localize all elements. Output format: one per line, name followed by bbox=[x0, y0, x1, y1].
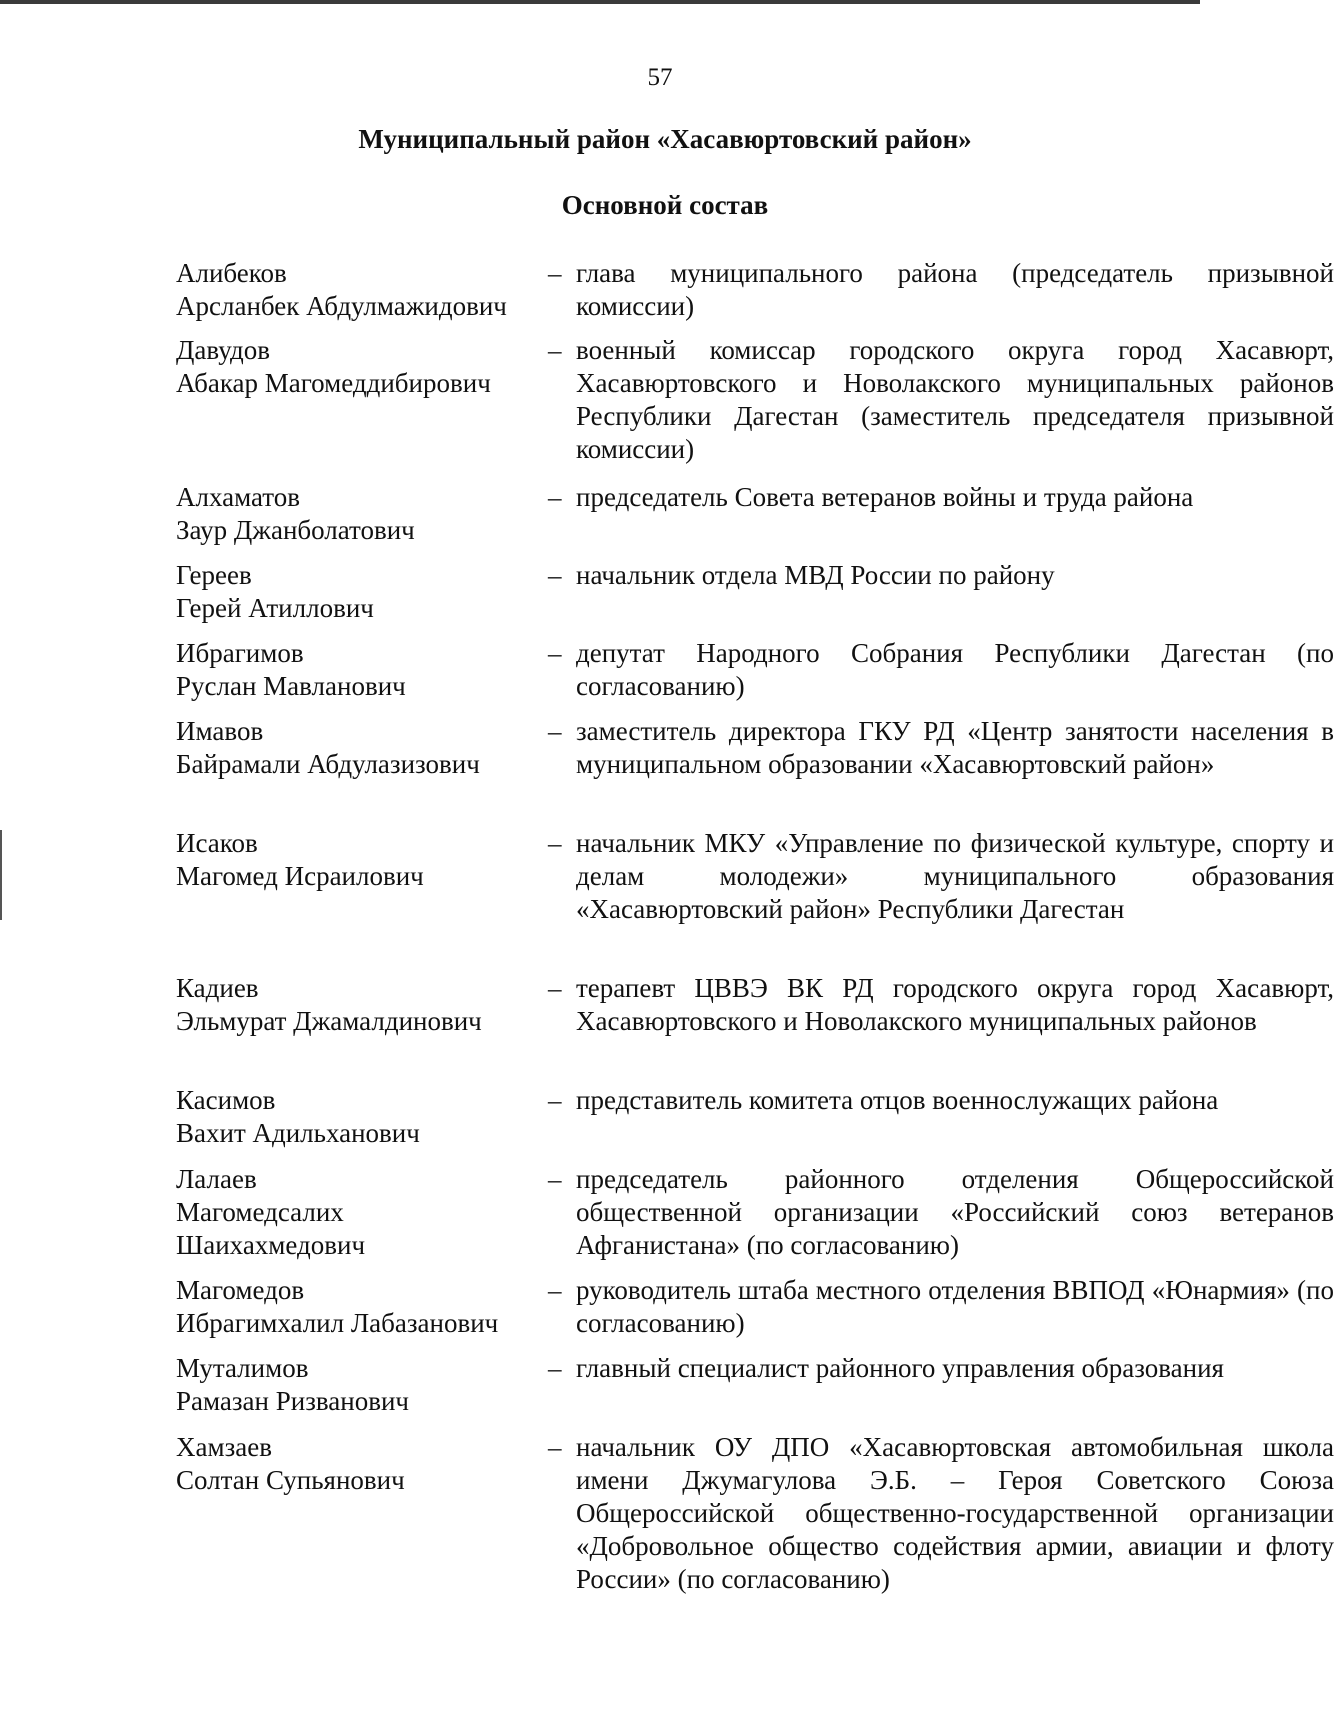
member-role: начальник отдела МВД России по району bbox=[576, 560, 1055, 590]
member-name: Исаков Магомед Исраилович bbox=[176, 828, 424, 891]
member-role: председатель районного отделения Общероссийской общественной организации «Российский союз ветеранов Афганистана» (по согласованию) bbox=[576, 1164, 1334, 1260]
member-role: начальник ОУ ДПО «Хасавюртовская автомобильная школа имени Джумагулова Э.Б. – Героя Советского Союза Общероссийской общественно-государственной организации «Добровольное общество содействия армии, авиации и флоту России» (по согласованию) bbox=[576, 1432, 1334, 1594]
member-role: депутат Народного Собрания Республики Дагестан (по согласованию) bbox=[576, 638, 1334, 701]
scan-edge-mark bbox=[0, 830, 2, 920]
member-role: начальник МКУ «Управление по физической культуре, спорту и делам молодежи» муниципального образования «Хасавюртовский район» Республики Дагестан bbox=[576, 828, 1334, 924]
member-role: заместитель директора ГКУ РД «Центр занятости населения в муниципальном образовании «Хасавюртовский район» bbox=[576, 716, 1334, 779]
member-role: представитель комитета отцов военнослужащих района bbox=[576, 1085, 1219, 1115]
dash-separator: – bbox=[548, 335, 562, 365]
dash-separator: – bbox=[548, 1432, 562, 1462]
member-role: терапевт ЦВВЭ ВК РД городского округа город Хасавюрт, Хасавюртовского и Новолакского муниципальных районов bbox=[576, 973, 1334, 1036]
dash-separator: – bbox=[548, 482, 562, 512]
member-name: Имавов Байрамали Абдулазизович bbox=[176, 716, 480, 779]
member-name: Алхаматов Заур Джанболатович bbox=[176, 482, 415, 545]
member-name: Хамзаев Солтан Супьянович bbox=[176, 1432, 405, 1495]
section-title: Основной состав bbox=[561, 190, 769, 220]
dash-separator: – bbox=[548, 638, 562, 668]
scan-top-border bbox=[0, 0, 1200, 4]
member-name: Гереев Герей Атиллович bbox=[176, 560, 374, 623]
dash-separator: – bbox=[548, 828, 562, 858]
member-name: Магомедов Ибрагимхалил Лабазанович bbox=[176, 1275, 499, 1338]
dash-separator: – bbox=[548, 258, 562, 288]
dash-separator: – bbox=[548, 716, 562, 746]
member-role: глава муниципального района (председатель призывной комиссии) bbox=[576, 258, 1334, 321]
page-number: 57 bbox=[647, 64, 673, 91]
member-name: Кадиев Эльмурат Джамалдинович bbox=[176, 973, 482, 1036]
member-role: главный специалист районного управления образования bbox=[576, 1353, 1224, 1383]
dash-separator: – bbox=[548, 1353, 562, 1383]
member-name: Алибеков Арсланбек Абдулмажидович bbox=[176, 258, 507, 321]
member-role: руководитель штаба местного отделения ВВПОД «Юнармия» (по согласованию) bbox=[576, 1275, 1334, 1338]
member-name: Ибрагимов Руслан Мавланович bbox=[176, 638, 406, 701]
member-name: Лалаев Магомедсалих Шаихахмедович bbox=[176, 1164, 366, 1260]
dash-separator: – bbox=[548, 560, 562, 590]
dash-separator: – bbox=[548, 973, 562, 1003]
district-title: Муниципальный район «Хасавюртовский район» bbox=[358, 124, 972, 154]
member-name: Касимов Вахит Адильханович bbox=[176, 1085, 420, 1148]
member-name: Муталимов Рамазан Ризванович bbox=[176, 1353, 409, 1416]
member-role: военный комиссар городского округа город Хасавюрт, Хасавюртовского и Новолакского муниципальных районов Республики Дагестан (заместитель председателя призывной комиссии) bbox=[576, 335, 1334, 464]
dash-separator: – bbox=[548, 1164, 562, 1194]
member-role: председатель Совета ветеранов войны и труда района bbox=[576, 482, 1194, 512]
dash-separator: – bbox=[548, 1275, 562, 1305]
member-name: Давудов Абакар Магомеддибирович bbox=[176, 335, 491, 398]
dash-separator: – bbox=[548, 1085, 562, 1115]
